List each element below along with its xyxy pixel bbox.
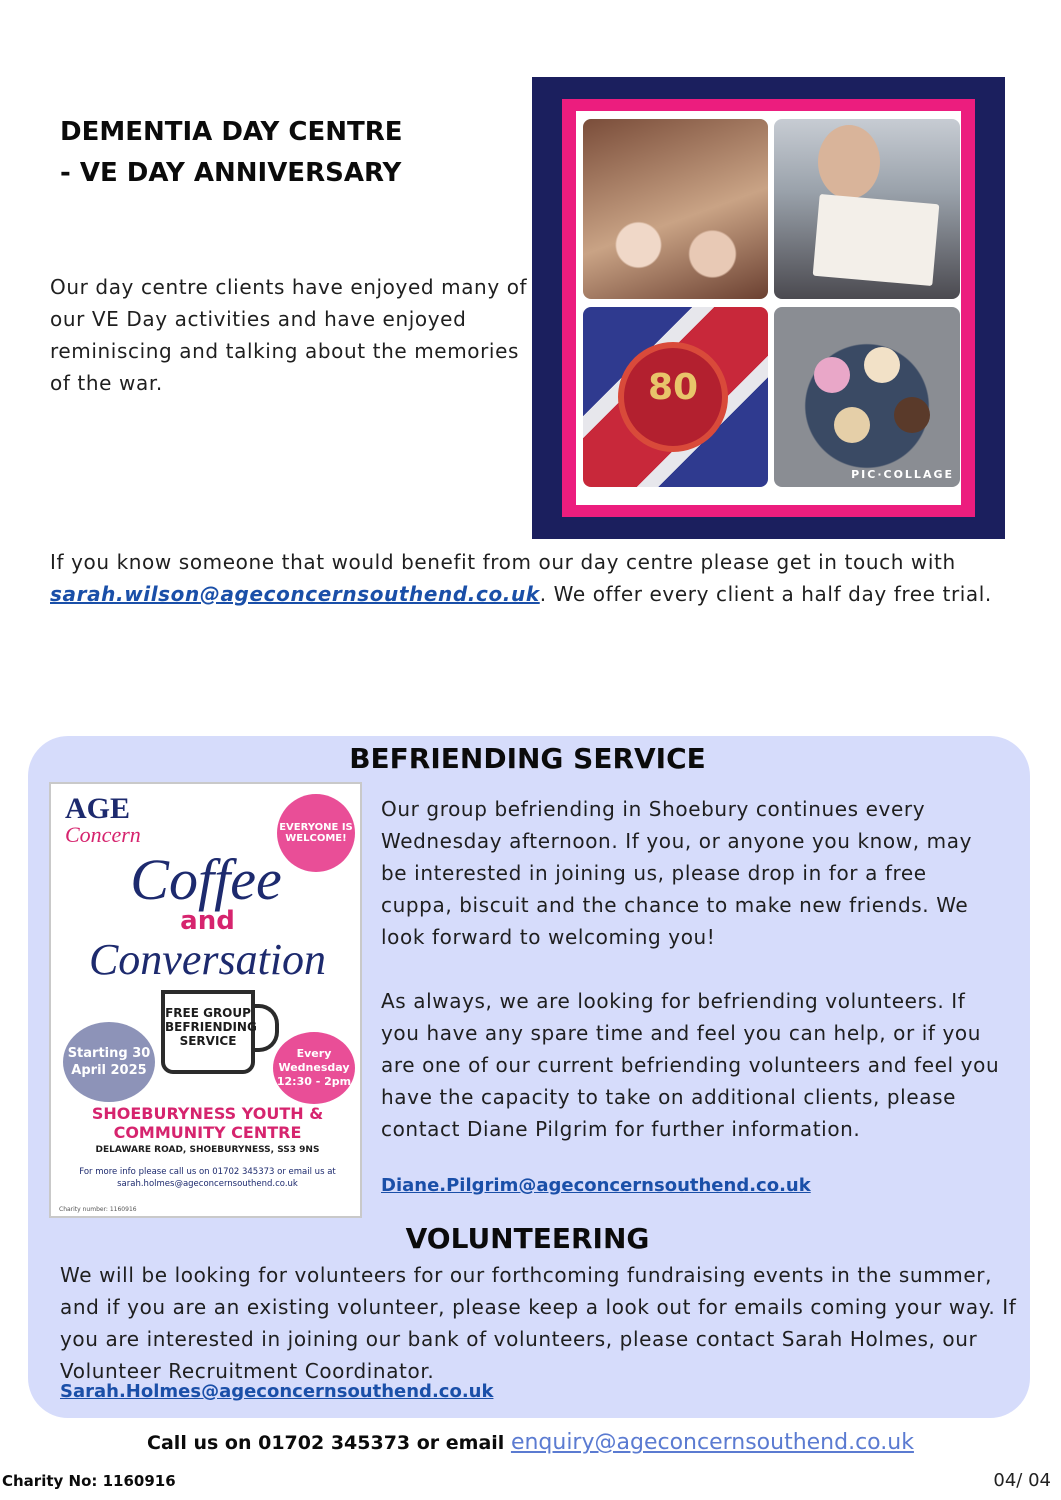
everyone-welcome-flower-badge: EVERYONE IS WELCOME! [277,794,355,872]
photo-card [813,194,940,286]
cupcake [864,347,900,383]
photo-union-jack-wreath [583,307,768,487]
sarah-holmes-email-link[interactable]: Sarah.Holmes@ageconcernsouthend.co.uk [60,1381,494,1402]
collage-watermark: PIC·COLLAGE [851,468,954,481]
enquiry-email-link[interactable]: enquiry@ageconcernsouthend.co.uk [510,1430,914,1455]
footer-call-text: Call us on 01702 345373 or email [147,1432,511,1454]
collage-inner [576,111,961,505]
photo-cupcakes-table [583,119,768,299]
coffee-conversation-poster [49,782,362,1218]
poster-time-bubble: Every Wednesday 12:30 - 2pm [273,1032,355,1104]
paragraph-spacer [381,953,1001,985]
diane-pilgrim-email-link[interactable]: Diane.Pilgrim@ageconcernsouthend.co.uk [381,1175,811,1196]
dementia-title-line1: DEMENTIA DAY CENTRE [60,117,403,147]
poster-address: DELAWARE ROAD, SHOEBURYNESS, SS3 9NS [95,1145,320,1155]
poster-start-date-bubble: Starting 30 April 2025 [63,1022,155,1102]
footer-contact [0,1430,1061,1455]
befriending-paragraph-1: Our group befriending in Shoebury continues every Wednesday afternoon. If you, or anyone you know, may be interested in joining us, please drop in for a free cuppa, biscuit and the chance to make new friends. We look forward to welcoming you! [381,797,973,949]
collage-pink-frame [562,99,975,517]
dementia-body: Our day centre clients have enjoyed many of our VE Day activities and have enjoyed reminiscing and talking about the memories of the war. [50,275,528,395]
volunteering-body: We will be looking for volunteers for our forthcoming fundraising events in the summer, and if you are an existing volunteer, please keep a look out for emails coming your way. If you are interested in joining our bank of volunteers, please contact Sarah Holmes, our Volunteer Recruitment Coordinator. [60,1263,1017,1383]
poster-coffee-word: Coffee [130,847,282,912]
volunteering-title: VOLUNTEERING [405,1222,650,1255]
dementia-title [60,112,480,194]
photo-cake-plate [774,307,960,487]
age-concern-logo-script: Concern [65,822,141,847]
befriending-body [381,793,1001,1145]
befriending-title: BEFRIENDING SERVICE [349,742,706,775]
contact-text-post: . We offer every client a half day free trial. [539,582,992,606]
mug-handle [253,1004,279,1052]
wreath-number: 80 [647,367,699,408]
ve-day-photo-collage [532,77,1005,539]
cupcake [894,397,930,433]
poster-mug-icon: FREE GROUP BEFRIENDING SERVICE [161,990,255,1074]
day-centre-contact-paragraph [50,546,1020,610]
cupcake [834,407,870,443]
photo-man-with-card [774,119,960,299]
cupcake [814,357,850,393]
poster-conversation-word: Conversation [88,935,327,984]
contact-text-pre: If you know someone that would benefit from our day centre please get in touch with [50,550,956,574]
poster-and-word: and [180,906,235,936]
age-concern-logo: AGE [65,792,131,825]
befriending-paragraph-2: As always, we are looking for befriending volunteers. If you have any spare time and feel you can help, or if you are one of our current befriending volunteers and feel you have the capacity to take on additional clients, please contact Diane Pilgrim for further information. [381,989,1000,1141]
dementia-title-line2: - VE DAY ANNIVERSARY [60,158,402,188]
charity-number: Charity No: 1160916 [2,1472,176,1490]
poster-charity-number: Charity number: 1160916 [59,1206,137,1213]
poster-venue: SHOEBURYNESS YOUTH & COMMUNITY CENTRE [91,1104,324,1142]
page-number: 04/ 04 [993,1470,1051,1491]
sarah-wilson-email-link[interactable]: sarah.wilson@ageconcernsouthend.co.uk [50,582,540,606]
poster-info: For more info please call us on 01702 345373 or email us at sarah.holmes@ageconcernsouthend.co.uk [79,1167,336,1189]
photo-face [818,125,880,199]
